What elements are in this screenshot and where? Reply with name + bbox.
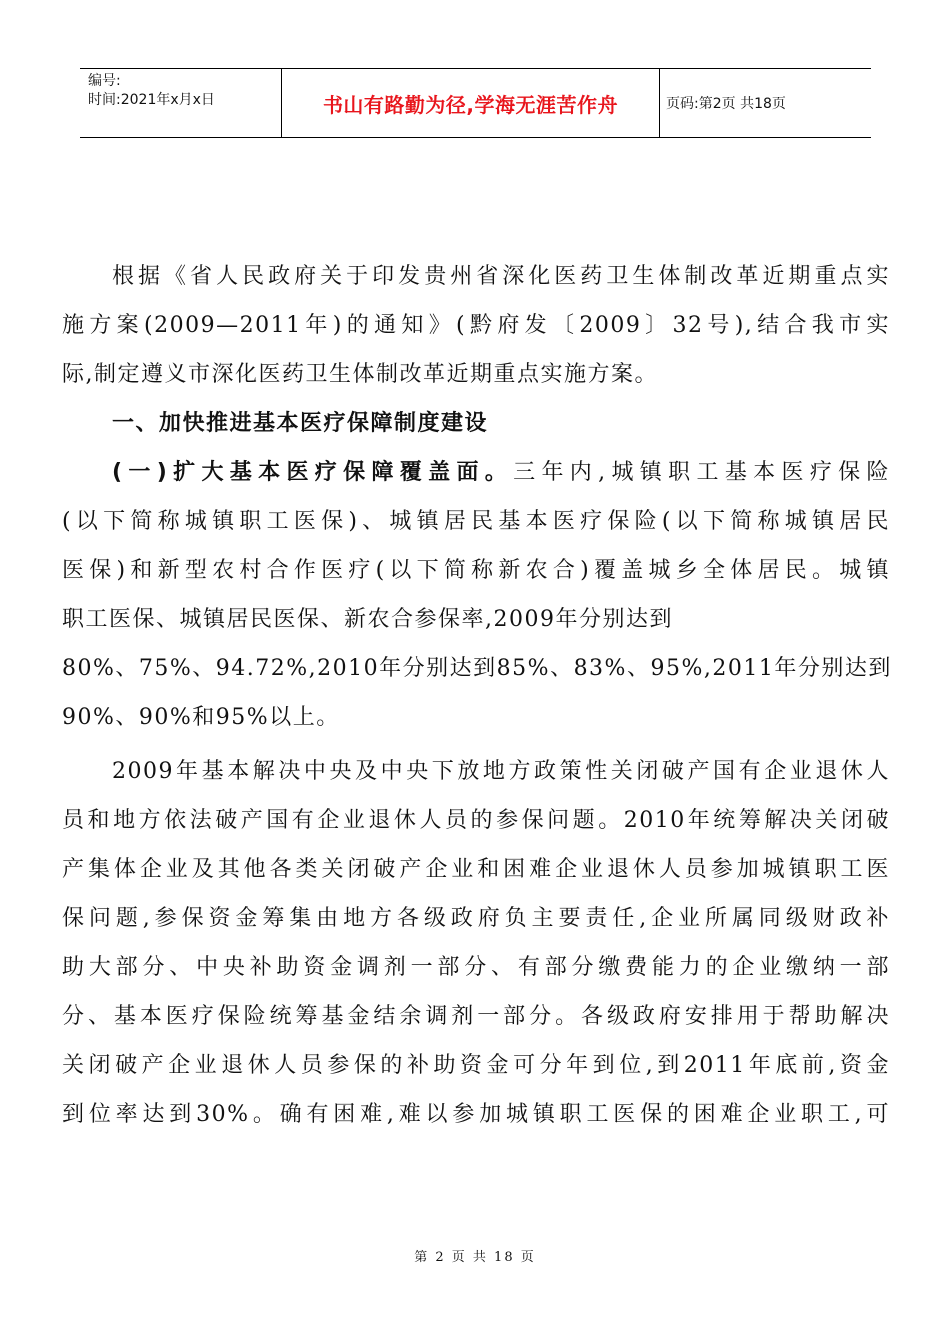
subsection-heading: (一)扩大基本医疗保障覆盖面。 — [112, 460, 514, 485]
paragraph-3-line-6: 分、基本医疗保险统筹基金结余调剂一部分。各级政府安排用于帮助解决 — [62, 1004, 890, 1029]
section-heading-1: 一、加快推进基本医疗保障制度建设 — [112, 411, 489, 436]
paragraph-2-first-text: 三年内,城镇职工基本医疗保险 — [513, 460, 890, 485]
paragraph-2-line-6: 90%、90%和95%以上。 — [62, 705, 340, 730]
paragraph-2-line-5: 80%、75%、94.72%,2010年分别达到85%、83%、95%,2011年分别达到 — [62, 656, 892, 681]
header-page-info: 页码:第2页 共18页 — [666, 96, 786, 112]
number-label: 编号: — [88, 73, 121, 89]
paragraph-2-line-3: 医保)和新型农村合作医疗(以下简称新农合)覆盖城乡全体居民。城镇 — [62, 558, 890, 583]
paragraph-3-line-2: 员和地方依法破产国有企业退休人员的参保问题。2010年统筹解决关闭破 — [62, 808, 890, 833]
paragraph-3-line-5: 助大部分、中央补助资金调剂一部分、有部分缴费能力的企业缴纳一部 — [62, 955, 890, 980]
paragraph-3-line-4: 保问题,参保资金筹集由地方各级政府负主要责任,企业所属同级财政补 — [62, 906, 890, 931]
header-meta — [80, 69, 282, 137]
page-footer: 第 2 页 共 18 页 — [414, 1250, 536, 1265]
header-motto: 书山有路勤为径,学海无涯苦作舟 — [282, 69, 660, 137]
paragraph-3-line-1: 2009年基本解决中央及中央下放地方政策性关闭破产国有企业退休人 — [112, 759, 890, 784]
paragraph-2-line-4: 职工医保、城镇居民医保、新农合参保率,2009年分别达到 — [62, 607, 673, 632]
paragraph-3-line-8: 到位率达到30%。确有困难,难以参加城镇职工医保的困难企业职工,可 — [62, 1102, 890, 1127]
document-body — [62, 252, 890, 1139]
paragraph-1-line-1: 根据《省人民政府关于印发贵州省深化医药卫生体制改革近期重点实 — [112, 264, 890, 289]
paragraph-1-line-2: 施方案(2009—2011年)的通知》(黔府发〔2009〕32号),结合我市实 — [62, 313, 890, 338]
document-header — [80, 68, 871, 138]
paragraph-1-line-3: 际,制定遵义市深化医药卫生体制改革近期重点实施方案。 — [62, 362, 658, 387]
paragraph-3-line-3: 产集体企业及其他各类关闭破产企业和困难企业退休人员参加城镇职工医 — [62, 857, 890, 882]
paragraph-2-line-2: (以下简称城镇职工医保)、城镇居民基本医疗保险(以下简称城镇居民 — [62, 509, 890, 534]
paragraph-2-line-1 — [62, 448, 890, 497]
time-label: 时间:2021年x月x日 — [88, 92, 215, 108]
paragraph-3-line-7: 关闭破产企业退休人员参保的补助资金可分年到位,到2011年底前,资金 — [62, 1053, 890, 1078]
